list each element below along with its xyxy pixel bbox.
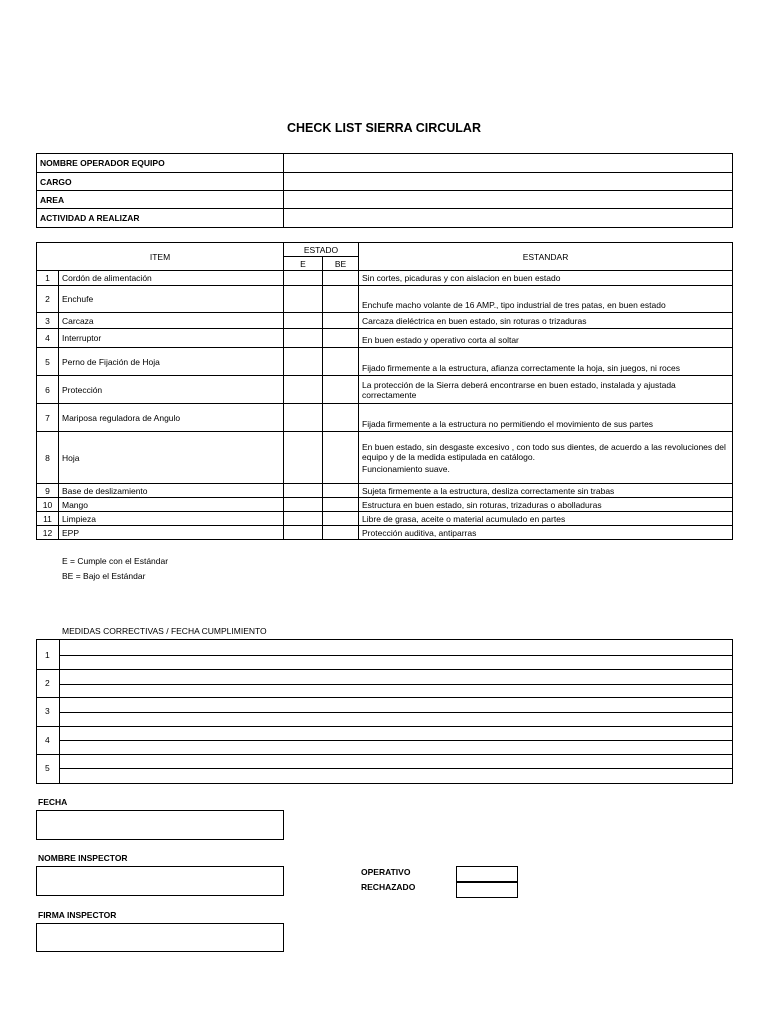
row-estandar-cell [359, 432, 733, 484]
row-item: Hoja [59, 432, 284, 484]
row-e-cell[interactable] [284, 512, 323, 526]
row-number: 1 [37, 271, 59, 286]
row-estandar: Estructura en buen estado, sin roturas, trizaduras o abolladuras [359, 498, 733, 512]
row-e-cell[interactable] [284, 526, 323, 540]
row-item: Protección [59, 376, 284, 404]
table-row [37, 376, 733, 404]
row-be-cell[interactable] [323, 404, 359, 432]
row-estandar: En buen estado y operativo corta al soltar [359, 329, 733, 348]
row-item: Base de deslizamiento [59, 484, 284, 498]
nombre-inspector-label: NOMBRE INSPECTOR [38, 853, 128, 863]
table-row [37, 498, 733, 512]
row-be-cell[interactable] [323, 376, 359, 404]
row-be-cell[interactable] [323, 512, 359, 526]
row-e-cell[interactable] [284, 498, 323, 512]
firma-inspector-label: FIRMA INSPECTOR [38, 910, 117, 920]
field-label-operador: NOMBRE OPERADOR EQUIPO [37, 154, 284, 173]
rechazado-checkbox[interactable] [456, 881, 518, 898]
row-e-cell[interactable] [284, 432, 323, 484]
col-header-be: BE [323, 257, 359, 271]
row-number: 9 [37, 484, 59, 498]
row-e-cell[interactable] [284, 271, 323, 286]
col-header-estado: ESTADO [284, 243, 359, 257]
row-number: 3 [37, 313, 59, 329]
table-row [37, 348, 733, 376]
medidas-line [59, 655, 732, 656]
page-title: CHECK LIST SIERRA CIRCULAR [287, 121, 481, 135]
field-label-cargo: CARGO [37, 173, 284, 191]
row-item: Perno de Fijación de Hoja [59, 348, 284, 376]
legend-e: E = Cumple con el Estándar [62, 556, 169, 566]
medidas-row-number: 2 [45, 678, 50, 688]
table-row [37, 313, 733, 329]
operativo-label: OPERATIVO [361, 867, 411, 877]
fecha-field[interactable] [36, 810, 284, 840]
row-be-cell[interactable] [323, 498, 359, 512]
row-estandar: Protección auditiva, antiparras [359, 526, 733, 540]
row-e-cell[interactable] [284, 484, 323, 498]
row-item: Limpieza [59, 512, 284, 526]
firma-inspector-field[interactable] [36, 923, 284, 952]
row-number: 6 [37, 376, 59, 404]
row-estandar: Sujeta firmemente a la estructura, desliza correctamente sin trabas [359, 484, 733, 498]
checklist-table [36, 242, 733, 540]
row-number: 5 [37, 348, 59, 376]
medidas-line [37, 697, 732, 698]
field-input-operador[interactable] [284, 154, 733, 173]
table-row [37, 512, 733, 526]
row-item: Mango [59, 498, 284, 512]
row-estandar-extra: Funcionamiento suave. [362, 463, 450, 474]
col-header-estandar: ESTANDAR [359, 243, 733, 271]
row-number: 11 [37, 512, 59, 526]
row-item: EPP [59, 526, 284, 540]
medidas-line [37, 754, 732, 755]
legend-be: BE = Bajo el Estándar [62, 571, 146, 581]
row-item: Mariposa reguladora de Angulo [59, 404, 284, 432]
row-estandar: Fijada firmemente a la estructura no permitiendo el movimiento de sus partes [359, 404, 733, 432]
row-e-cell[interactable] [284, 376, 323, 404]
table-row [37, 286, 733, 313]
row-be-cell[interactable] [323, 526, 359, 540]
row-number: 12 [37, 526, 59, 540]
row-be-cell[interactable] [323, 271, 359, 286]
field-input-cargo[interactable] [284, 173, 733, 191]
field-input-area[interactable] [284, 191, 733, 209]
field-input-actividad[interactable] [284, 209, 733, 228]
field-label-area: AREA [37, 191, 284, 209]
row-estandar: Carcaza dieléctrica en buen estado, sin roturas o trizaduras [359, 313, 733, 329]
row-number: 10 [37, 498, 59, 512]
row-be-cell[interactable] [323, 313, 359, 329]
row-number: 7 [37, 404, 59, 432]
medidas-row-number: 4 [45, 735, 50, 745]
row-e-cell[interactable] [284, 348, 323, 376]
table-row [37, 404, 733, 432]
row-e-cell[interactable] [284, 329, 323, 348]
row-be-cell[interactable] [323, 348, 359, 376]
table-row [37, 484, 733, 498]
medidas-table [36, 639, 733, 784]
nombre-inspector-field[interactable] [36, 866, 284, 896]
medidas-line [59, 740, 732, 741]
row-estandar: Sin cortes, picaduras y con aislacion en buen estado [359, 271, 733, 286]
row-estandar: La protección de la Sierra deberá encontrarse en buen estado, instalada y ajustada correctamente [359, 376, 733, 404]
medidas-title: MEDIDAS CORRECTIVAS / FECHA CUMPLIMIENTO [62, 626, 267, 636]
row-e-cell[interactable] [284, 404, 323, 432]
medidas-row-number: 5 [45, 763, 50, 773]
col-header-item: ITEM [37, 243, 284, 271]
row-estandar: Enchufe macho volante de 16 AMP., tipo industrial de tres patas, en buen estado [359, 286, 733, 313]
medidas-line [37, 669, 732, 670]
medidas-line [59, 712, 732, 713]
row-be-cell[interactable] [323, 286, 359, 313]
medidas-line [59, 684, 732, 685]
medidas-row-number: 1 [45, 650, 50, 660]
row-number: 4 [37, 329, 59, 348]
medidas-line [37, 726, 732, 727]
row-estandar: Fijado firmemente a la estructura, afianza correctamente la hoja, sin juegos, ni roces [359, 348, 733, 376]
fecha-label: FECHA [38, 797, 68, 807]
row-e-cell[interactable] [284, 313, 323, 329]
field-label-actividad: ACTIVIDAD A REALIZAR [37, 209, 284, 228]
row-item: Enchufe [59, 286, 284, 313]
row-be-cell[interactable] [323, 432, 359, 484]
row-number: 2 [37, 286, 59, 313]
rechazado-label: RECHAZADO [361, 882, 416, 892]
row-number: 8 [37, 432, 59, 484]
row-item: Carcaza [59, 313, 284, 329]
row-estandar: En buen estado, sin desgaste excesivo , con todo sus dientes, de acuerdo a las revoluciones del equipo y de la medida estipulada en catálogo. [362, 441, 726, 462]
table-row [37, 271, 733, 286]
header-fields-table [36, 153, 733, 228]
row-be-cell[interactable] [323, 329, 359, 348]
row-item: Cordón de alimentación [59, 271, 284, 286]
medidas-row-number: 3 [45, 706, 50, 716]
table-row [37, 432, 733, 484]
col-header-e: E [284, 257, 323, 271]
table-row [37, 526, 733, 540]
row-be-cell[interactable] [323, 484, 359, 498]
row-estandar: Libre de grasa, aceite o material acumulado en partes [359, 512, 733, 526]
row-e-cell[interactable] [284, 286, 323, 313]
row-item: Interruptor [59, 329, 284, 348]
table-row [37, 329, 733, 348]
medidas-line [59, 768, 732, 769]
